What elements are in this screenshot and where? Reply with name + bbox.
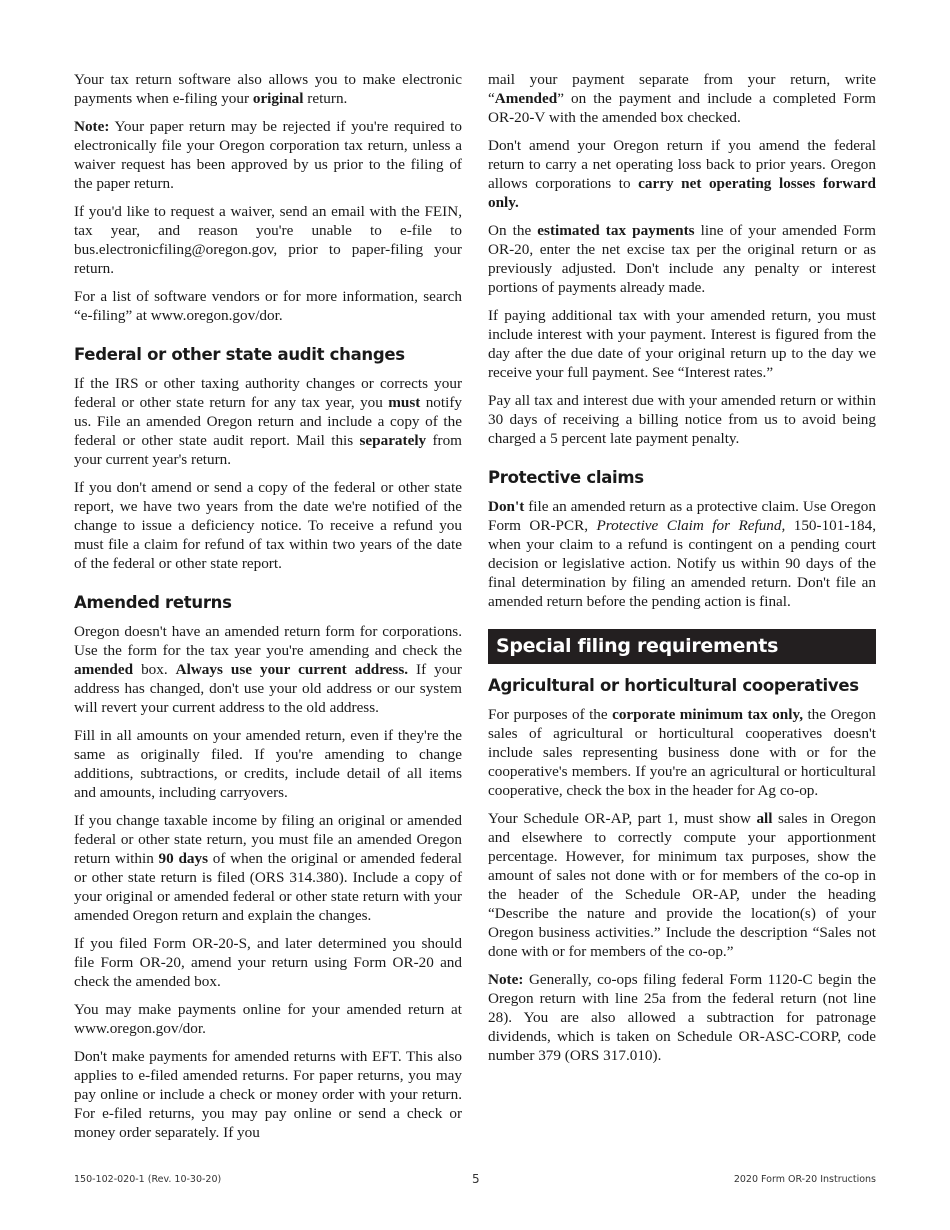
heading-audit-changes: Federal or other state audit changes <box>74 345 405 364</box>
paragraph-efile-payments: Your tax return software also allows you to make electronic payments when e-filing your original return. <box>74 71 462 107</box>
paragraph-schedule-or-ap: Your Schedule OR-AP, part 1, must show all sales in Oregon and elsewhere to correctly compute your apportionment percentage. However, for minimum tax purposes, show the amount of sales not done with or for members of the co-op in the header of the Schedule OR-AP, under the heading “Describe the nature and provide the location(s) of your Oregon business activities.” Include the description “Sales not done with or for members of the co-op.” <box>488 810 876 960</box>
paragraph-amended-form: Oregon doesn't have an amended return form for corporations. Use the form for the tax year you're amending and check the amended box. Always use your current address. If your address has changed, don't use your old address or our system will revert your current address to the old address. <box>74 623 462 716</box>
form-number: 150-102-020-1 (Rev. 10-30-20) <box>74 1174 222 1185</box>
paragraph-deficiency-notice: If you don't amend or send a copy of the federal or other state report, we have two years from the date we're notified of the change to issue a deficiency notice. To receive a refund you must file a claim for refund of tax within two years of the date of the federal or other state report. <box>74 479 462 572</box>
section-title-special-filing: Special filing requirements <box>488 629 876 664</box>
paragraph-software-vendors: For a list of software vendors or for more information, search “e-filing” at www.oregon.gov/dor. <box>74 288 462 324</box>
paragraph-or20s: If you filed Form OR-20-S, and later determined you should file Form OR-20, amend your return using Form OR-20 and check the amended box. <box>74 935 462 990</box>
heading-protective-claims: Protective claims <box>488 468 644 487</box>
paragraph-eft-payments: Don't make payments for amended returns with EFT. This also applies to e-filed amended returns. For paper returns, you may pay online or include a check or money order with your return. For e-filed returns, you may pay online or send a check or money order separately. If you <box>74 1048 462 1141</box>
right-column <box>488 70 876 1074</box>
paragraph-protective-claim: Don't file an amended return as a protective claim. Use Oregon Form OR-PCR, Protective Claim for Refund, 150-101-184, when your claim to a refund is contingent on a pending court decision or legislative action. Notify us within 90 days of the final determination by filing an amended return. Don't file an amended return before the pending action is final. <box>488 498 876 610</box>
page-number: 5 <box>472 1172 480 1186</box>
paragraph-online-payments: You may make payments online for your amended return at www.oregon.gov/dor. <box>74 1001 462 1037</box>
paragraph-audit-notify: If the IRS or other taxing authority changes or corrects your federal or other state return for any tax year, you must notify us. File an amended Oregon return and include a copy of the federal or other state audit report. Mail this separately from your current year's return. <box>74 375 462 468</box>
heading-amended-returns: Amended returns <box>74 593 232 612</box>
document-title: 2020 Form OR-20 Instructions <box>733 1174 876 1185</box>
paragraph-fill-amounts: Fill in all amounts on your amended return, even if they're the same as originally filed. If you're amending to change additions, subtractions, or credits, include detail of all items and amounts, including carryovers. <box>74 727 462 801</box>
paragraph-90-days: If you change taxable income by filing an original or amended federal or other state return, you must file an amended Oregon return within 90 days of when the original or amended federal or other state return is filed (ORS 314.380). Include a copy of your original or amended federal or other state return with your amended Oregon return and explain the changes. <box>74 812 463 924</box>
paragraph-mail-payment: mail your payment separate from your return, write “Amended” on the payment and include a completed Form OR-20-V with the amended box checked. <box>488 71 876 126</box>
paragraph-waiver-request: If you'd like to request a waiver, send an email with the FEIN, tax year, and reason you're unable to e-file to bus.electronicfiling@oregon.gov, prior to paper-filing your return. <box>74 203 462 277</box>
paragraph-coop-note: Note: Generally, co-ops filing federal Form 1120-C begin the Oregon return with line 25a from the federal return (not line 28). You are also allowed a subtraction for patronage dividends, which is taken on Schedule OR-ASC-CORP, code number 379 (ORS 317.010). <box>488 971 876 1064</box>
paragraph-coop-minimum-tax: For purposes of the corporate minimum tax only, the Oregon sales of agricultural or horticultural cooperatives doesn't include sales representing business done with or for the cooperative's members. If you're an agricultural or horticultural cooperative, check the box in the header for Ag co-op. <box>488 706 876 799</box>
heading-cooperatives: Agricultural or horticultural cooperatives <box>488 676 859 695</box>
paragraph-paper-rejection-note: Note: Your paper return may be rejected if you're required to electronically file your Oregon corporation tax return, unless a waiver request has been approved by us prior to the filing of the paper return. <box>74 118 462 192</box>
paragraph-nol-carryback: Don't amend your Oregon return if you amend the federal return to carry a net operating loss back to prior years. Oregon allows corporations to carry net operating losses forward only. <box>488 137 876 211</box>
paragraph-late-penalty: Pay all tax and interest due with your amended return or within 30 days of receiving a billing notice from us to avoid being charged a 5 percent late payment penalty. <box>488 392 876 447</box>
paragraph-interest: If paying additional tax with your amended return, you must include interest with your payment. Interest is figured from the day after the due date of your original return up to the day we receive your full payment. See “Interest rates.” <box>488 307 876 381</box>
paragraph-estimated-payments: On the estimated tax payments line of your amended Form OR-20, enter the net excise tax per the original return or as previously adjusted. Don't include any penalty or interest portions of payments already made. <box>488 222 876 296</box>
left-column <box>74 70 462 1151</box>
